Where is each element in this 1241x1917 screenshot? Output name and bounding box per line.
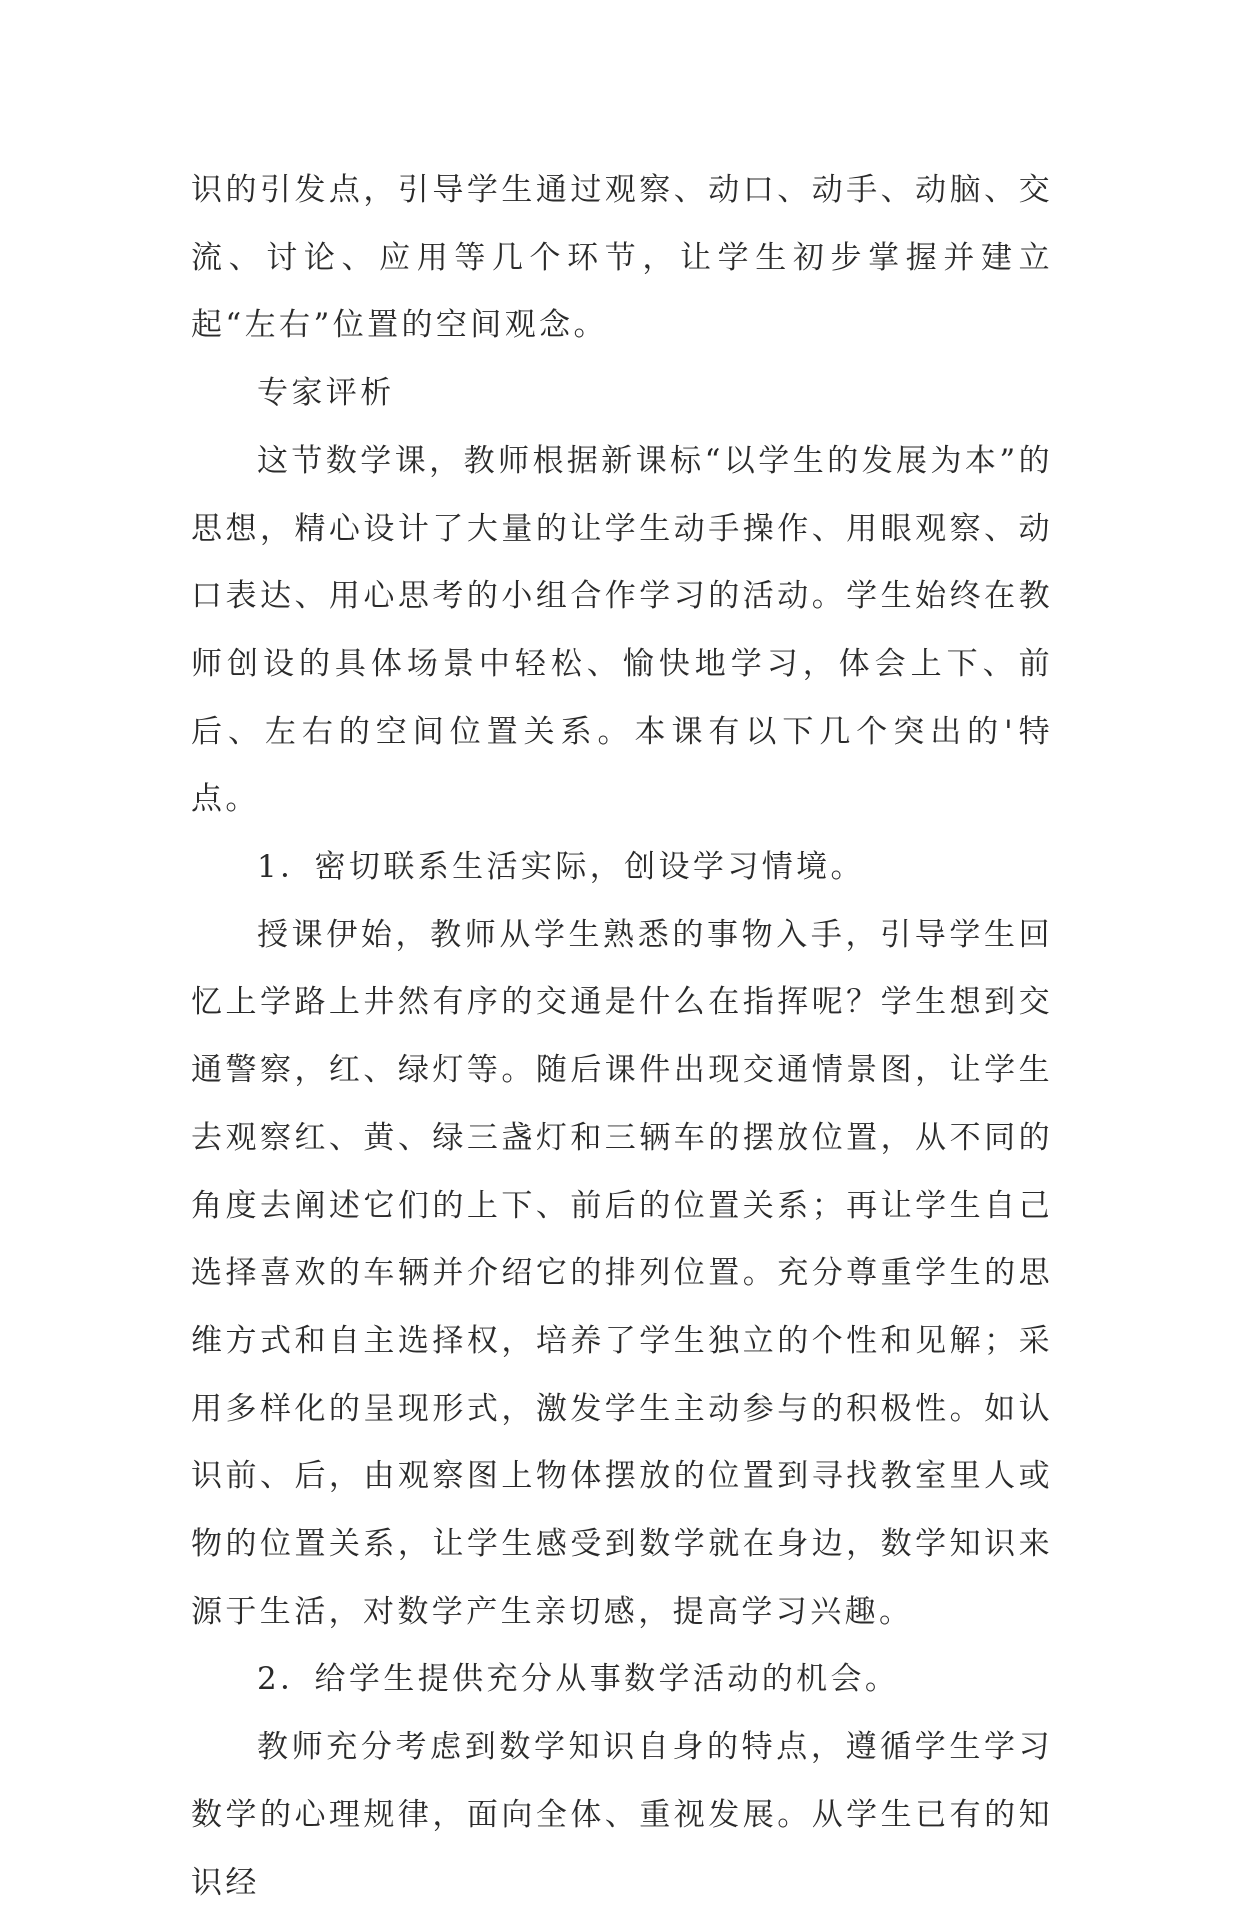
paragraph-analysis-overview: 这节数学课，教师根据新课标“以学生的发展为本”的思想，精心设计了大量的让学生动手操作、用眼观察、动口表达、用心思考的小组合作学习的活动。学生始终在教师创设的具体场景中轻松、愉快地学习，体会上下、前后、左右的空间位置关系。本课有以下几个突出的'特点。 — [191, 442, 1053, 818]
numbered-heading-1: 1．密切联系生活实际，创设学习情境。 — [257, 849, 865, 886]
paragraph-intro-continuation: 识的引发点，引导学生通过观察、动口、动手、动脑、交流、讨论、应用等几个环节，让学生初步掌握并建立起“左右”位置的空间观念。 — [191, 172, 1053, 344]
document-body — [191, 157, 1053, 1917]
paragraph-point-2: 教师充分考虑到数学知识自身的特点，遵循学生学习数学的心理规律，面向全体、重视发展。从学生已有的知识经 — [191, 1729, 1053, 1901]
numbered-heading-2: 2．给学生提供充分从事数学活动的机会。 — [257, 1661, 900, 1698]
paragraph-point-1: 授课伊始，教师从学生熟悉的事物入手，引导学生回忆上学路上井然有序的交通是什么在指挥呢？学生想到交通警察，红、绿灯等。随后课件出现交通情景图，让学生去观察红、黄、绿三盏灯和三辆车的摆放位置，从不同的角度去阐述它们的上下、前后的位置关系；再让学生自己选择喜欢的车辆并介绍它的排列位置。充分尊重学生的思维方式和自主选择权，培养了学生独立的个性和见解；采用多样化的呈现形式，激发学生主动参与的积极性。如认识前、后，由观察图上物体摆放的位置到寻找教室里人或物的位置关系，让学生感受到数学就在身边，数学知识来源于生活，对数学产生亲切感，提高学习兴趣。 — [191, 916, 1053, 1630]
section-heading-expert-analysis: 专家评析 — [257, 375, 395, 412]
